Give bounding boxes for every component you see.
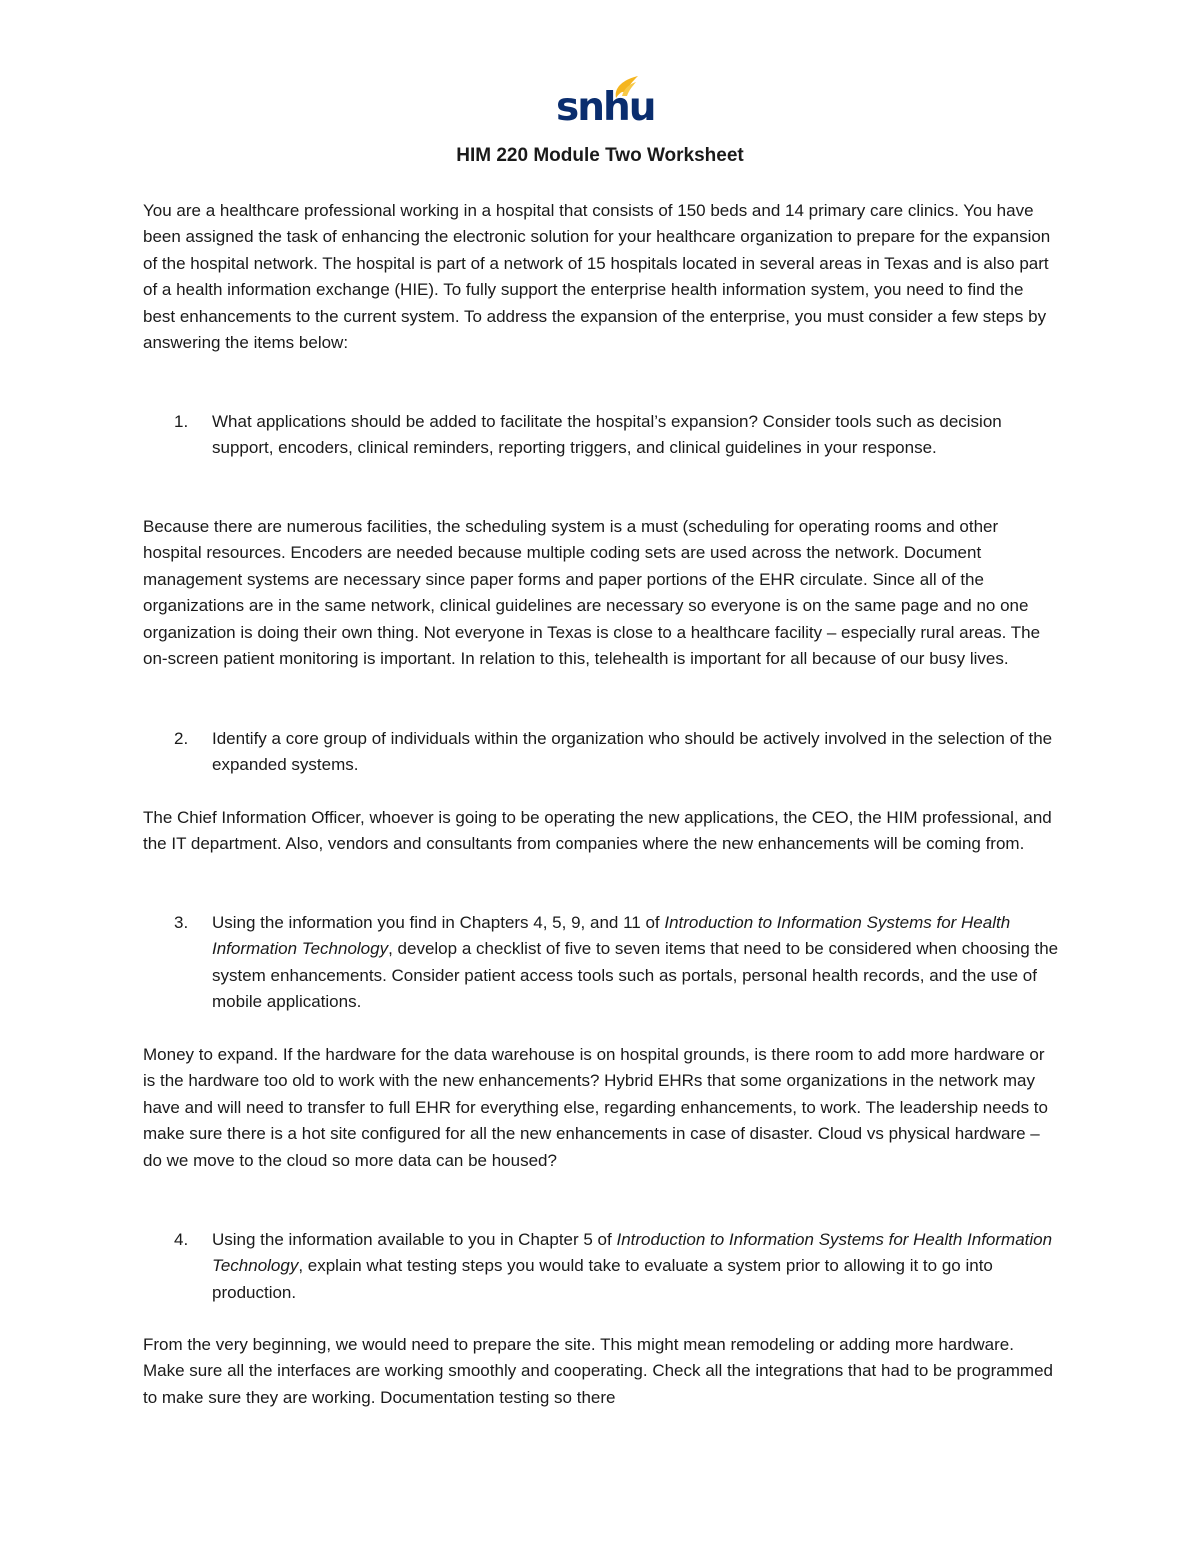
logo-wordmark: snhu [556,85,655,130]
question-4 [174,1227,1062,1306]
answer-1: Because there are numerous facilities, the scheduling system is a must (scheduling for operating rooms and other hospital resources. Encoders are needed because multiple coding sets are used across the network. Document management systems are necessary since paper forms and paper portions of the EHR circulate. Since all of the organizations are in the same network, clinical guidelines are necessary so everyone is on the same page and no one organization is doing their own thing. Not everyone in Texas is close to a healthcare facility – especially rural areas. The on-screen patient monitoring is important. In relation to this, telehealth is important for all because of our busy lives. [143,517,1041,669]
question-number: 2. [174,729,189,748]
question-number: 1. [174,412,189,431]
question-number: 3. [174,913,189,932]
question-text: Identify a core group of individuals within the organization who should be actively involved in the selection of the expanded systems. [212,729,1053,775]
question-text: What applications should be added to facilitate the hospital’s expansion? Consider tools such as decision support, encoders, clinical reminders, reporting triggers, and clinical guidelines in your response. [212,412,1002,458]
book-title: Introduction to Information Systems for Health Information Technology [212,913,1011,959]
page-title: HIM 220 Module Two Worksheet [456,145,744,166]
answer-3: Money to expand. If the hardware for the data warehouse is on hospital grounds, is there room to add more hardware or is the hardware too old to work with the new enhancements? Hybrid EHRs that some organizations in the network may have and will need to transfer to full EHR for everything else, regarding enhancements, to work. The leadership needs to make sure there is a hot site configured for all the new enhancements in case of disaster. Cloud vs physical hardware – do we move to the cloud so more data can be housed? [143,1045,1048,1170]
question-1 [174,409,1062,462]
question-3 [174,910,1062,1016]
question-2 [174,726,1062,779]
snhu-logo [552,74,655,134]
question-text-after: , explain what testing steps you would take to evaluate a system prior to allowing it to go into production. [212,1256,993,1302]
question-number: 4. [174,1230,189,1249]
question-text-before: Using the information you find in Chapters 4, 5, 9, and 11 of [212,913,665,932]
answer-2: The Chief Information Officer, whoever is going to be operating the new applications, the CEO, the HIM professional, and the IT department. Also, vendors and consultants from companies where the new enhancements will be coming from. [143,808,1052,854]
intro-paragraph: You are a healthcare professional working in a hospital that consists of 150 beds and 14 primary care clinics. You have been assigned the task of enhancing the electronic solution for your healthcare organization to prepare for the expansion of the hospital network. The hospital is part of a network of 15 hospitals located in several areas in Texas and is also part of a health information exchange (HIE). To fully support the enterprise health information system, you need to find the best enhancements to the current system. To address the expansion of the enterprise, you must consider a few steps by answering the items below: [143,201,1051,353]
question-text-after: , develop a checklist of five to seven items that need to be considered when choosing the system enhancements. Consider patient access tools such as portals, personal health records, and the use of mobile applications. [212,939,1059,1012]
question-text-before: Using the information available to you in Chapter 5 of [212,1230,617,1249]
book-title: Introduction to Information Systems for Health Information Technology [212,1230,1053,1276]
answer-4: From the very beginning, we would need to prepare the site. This might mean remodeling or adding more hardware. Make sure all the interfaces are working smoothly and cooperating. Check all the integrations that had to be programmed to make sure they are working. Documentation testing so there [143,1335,1053,1407]
